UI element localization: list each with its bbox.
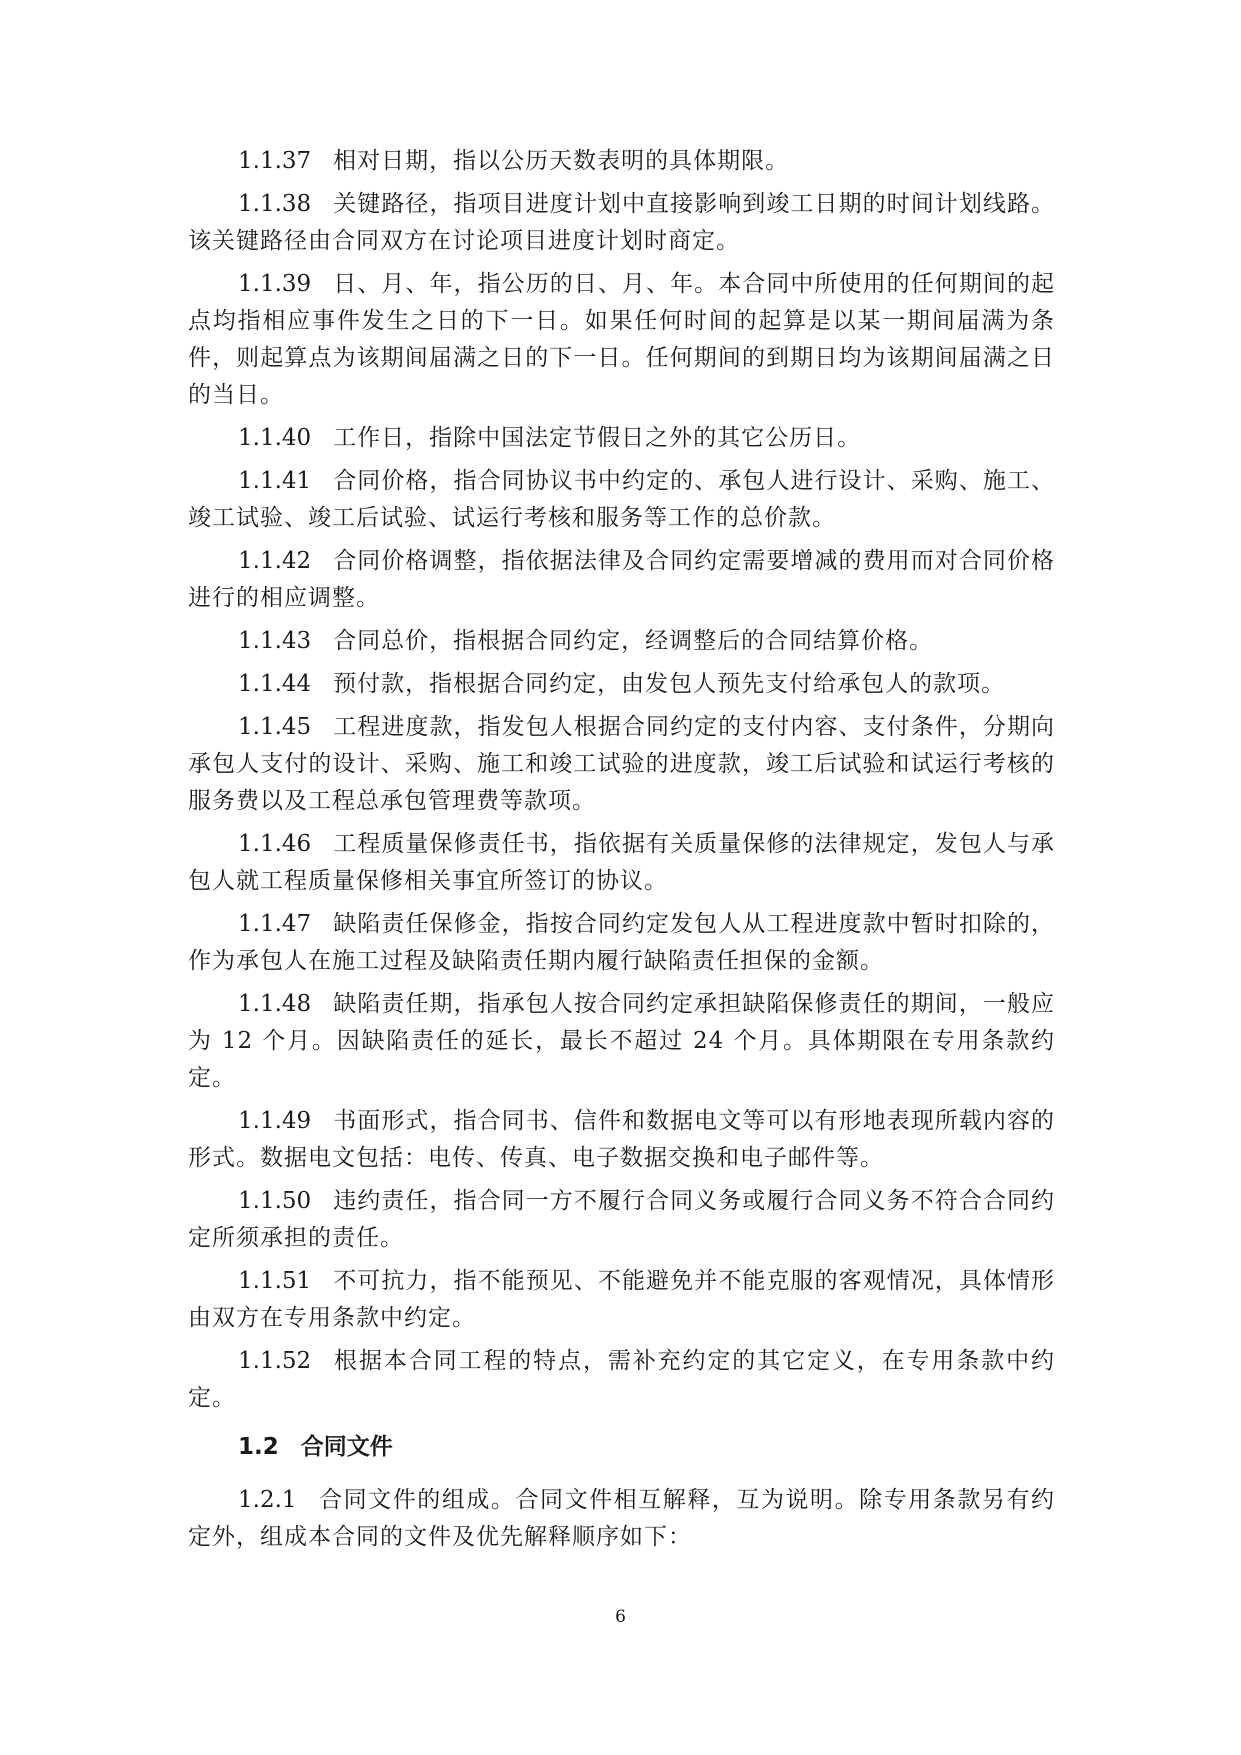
clause-number: 1.1.37 bbox=[238, 148, 312, 174]
clause-1-1-52 bbox=[188, 1343, 1055, 1417]
clause-text: 合同价格调整，指依据法律及合同约定需要增减的费用而对合同价格进行的相应调整。 bbox=[188, 548, 1055, 611]
clause-number: 1.1.51 bbox=[238, 1268, 312, 1294]
clause-number: 1.1.38 bbox=[238, 191, 312, 217]
clause-text: 合同价格，指合同协议书中约定的、承包人进行设计、采购、施工、竣工试验、竣工后试验、试运行考核和服务等工作的总价款。 bbox=[188, 468, 1055, 531]
clause-1-1-45 bbox=[188, 709, 1055, 820]
clause-text: 工程质量保修责任书，指依据有关质量保修的法律规定，发包人与承包人就工程质量保修相关事宜所签订的协议。 bbox=[188, 831, 1055, 894]
clause-text: 工作日，指除中国法定节假日之外的其它公历日。 bbox=[333, 425, 862, 451]
clause-1-2-1 bbox=[188, 1482, 1055, 1556]
section-number: 1.2 bbox=[238, 1434, 279, 1460]
clause-text: 书面形式，指合同书、信件和数据电文等可以有形地表现所载内容的形式。数据电文包括：电传、传真、电子数据交换和电子邮件等。 bbox=[188, 1108, 1055, 1171]
clause-1-1-51 bbox=[188, 1263, 1055, 1337]
clause-1-1-42 bbox=[188, 543, 1055, 617]
clause-1-1-41 bbox=[188, 463, 1055, 537]
clause-1-1-50 bbox=[188, 1183, 1055, 1257]
clause-1-1-39 bbox=[188, 266, 1055, 414]
clause-text: 预付款，指根据合同约定，由发包人预先支付给承包人的款项。 bbox=[333, 671, 1006, 697]
clause-1-1-49 bbox=[188, 1103, 1055, 1177]
clause-number: 1.1.45 bbox=[238, 714, 312, 740]
clause-text: 日、月、年，指公历的日、月、年。本合同中所使用的任何期间的起点均指相应事件发生之日的下一日。如果任何时间的起算是以某一期间届满为条件，则起算点为该期间届满之日的下一日。任何期间的到期日均为该期间届满之日的当日。 bbox=[188, 271, 1055, 408]
clause-number: 1.1.39 bbox=[238, 271, 312, 297]
clause-number: 1.1.43 bbox=[238, 628, 312, 654]
clause-1-1-47 bbox=[188, 906, 1055, 980]
clause-text: 相对日期，指以公历天数表明的具体期限。 bbox=[333, 148, 790, 174]
clause-1-1-40 bbox=[188, 420, 1055, 457]
clause-number: 1.1.42 bbox=[238, 548, 312, 574]
section-title: 合同文件 bbox=[300, 1434, 393, 1460]
clause-number: 1.1.50 bbox=[238, 1188, 312, 1214]
clause-number: 1.2.1 bbox=[238, 1487, 297, 1513]
clause-1-1-48 bbox=[188, 986, 1055, 1097]
clause-1-1-44 bbox=[188, 666, 1055, 703]
clause-text: 缺陷责任保修金，指按合同约定发包人从工程进度款中暂时扣除的，作为承包人在施工过程及缺陷责任期内履行缺陷责任担保的金额。 bbox=[188, 911, 1055, 974]
clause-number: 1.1.52 bbox=[238, 1348, 312, 1374]
section-heading bbox=[188, 1429, 1055, 1466]
clause-number: 1.1.46 bbox=[238, 831, 312, 857]
clause-text: 根据本合同工程的特点，需补充约定的其它定义，在专用条款中约定。 bbox=[188, 1348, 1055, 1411]
clause-text: 不可抗力，指不能预见、不能避免并不能克服的客观情况，具体情形由双方在专用条款中约定。 bbox=[188, 1268, 1055, 1331]
clause-1-1-38 bbox=[188, 186, 1055, 260]
clause-number: 1.1.44 bbox=[238, 671, 312, 697]
clause-number: 1.1.48 bbox=[238, 991, 312, 1017]
clause-text: 合同总价，指根据合同约定，经调整后的合同结算价格。 bbox=[333, 628, 934, 654]
clause-text: 关键路径，指项目进度计划中直接影响到竣工日期的时间计划线路。该关键路径由合同双方在讨论项目进度计划时商定。 bbox=[188, 191, 1055, 254]
clause-number: 1.1.41 bbox=[238, 468, 312, 494]
clause-text: 违约责任，指合同一方不履行合同义务或履行合同义务不符合合同约定所须承担的责任。 bbox=[188, 1188, 1055, 1251]
clause-text: 缺陷责任期，指承包人按合同约定承担缺陷保修责任的期间，一般应为 12 个月。因缺陷责任的延长，最长不超过 24 个月。具体期限在专用条款约定。 bbox=[188, 991, 1055, 1091]
page-number: 6 bbox=[615, 1607, 626, 1627]
page-body bbox=[188, 143, 1055, 1562]
clause-number: 1.1.47 bbox=[238, 911, 312, 937]
clause-number: 1.1.49 bbox=[238, 1108, 312, 1134]
clause-1-1-43 bbox=[188, 623, 1055, 660]
clause-number: 1.1.40 bbox=[238, 425, 312, 451]
clause-1-1-37 bbox=[188, 143, 1055, 180]
clause-text: 合同文件的组成。合同文件相互解释，互为说明。除专用条款另有约定外，组成本合同的文件及优先解释顺序如下： bbox=[188, 1487, 1055, 1550]
clause-text: 工程进度款，指发包人根据合同约定的支付内容、支付条件，分期向承包人支付的设计、采购、施工和竣工试验的进度款，竣工后试验和试运行考核的服务费以及工程总承包管理费等款项。 bbox=[188, 714, 1055, 814]
clause-1-1-46 bbox=[188, 826, 1055, 900]
